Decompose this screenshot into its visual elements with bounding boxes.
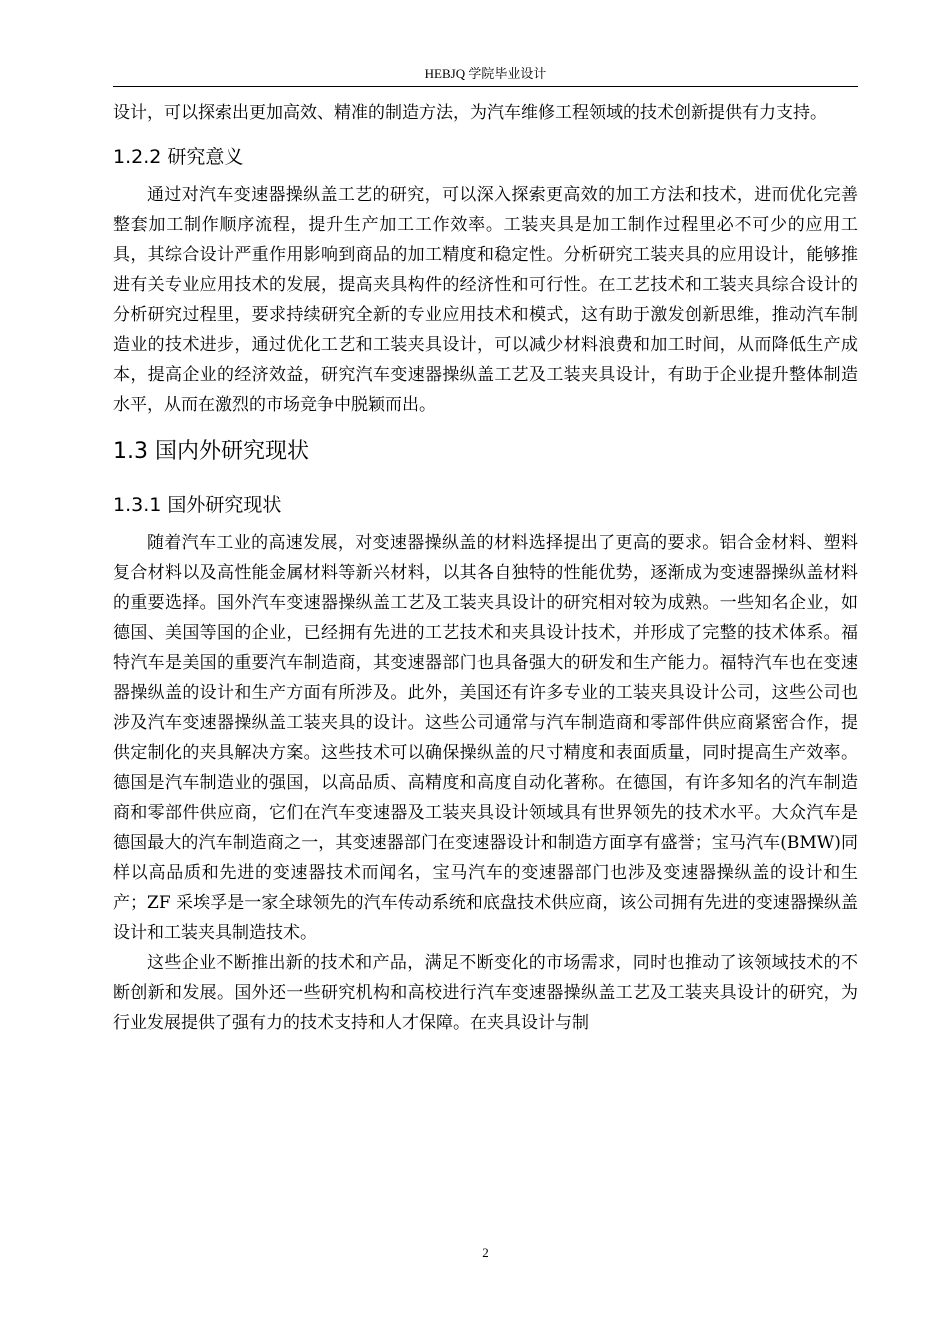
header-divider	[113, 86, 858, 87]
section-heading-1-3-1: 1.3.1 国外研究现状	[113, 494, 282, 516]
section-heading-1-2-2: 1.2.2 研究意义	[113, 146, 244, 168]
page-body	[113, 98, 858, 1038]
page-header: HEBJQ 学院毕业设计	[424, 66, 547, 81]
paragraph-research-significance: 通过对汽车变速器操纵盖工艺的研究，可以深入探索更高效的加工方法和技术，进而优化完善整套加工制作顺序流程，提升生产加工工作效率。工装夹具是加工制作过程里必不可少的应用工具，其综合设计严重作用影响到商品的加工精度和稳定性。分析研究工装夹具的应用设计，能够推进有关专业应用技术的发展，提高夹具构件的经济性和可行性。在工艺技术和工装夹具综合设计的分析研究过程里，要求持续研究全新的专业应用技术和模式，这有助于激发创新思维，推动汽车制造业的技术进步，通过优化工艺和工装夹具设计，可以减少材料浪费和加工时间，从而降低生产成本，提高企业的经济效益，研究汽车变速器操纵盖工艺及工装夹具设计，有助于企业提升整体制造水平，从而在激烈的市场竞争中脱颖而出。	[113, 185, 858, 415]
section-heading-1-3: 1.3 国内外研究现状	[113, 439, 309, 464]
paragraph-foreign-research-continued: 这些企业不断推出新的技术和产品，满足不断变化的市场需求，同时也推动了该领域技术的不断创新和发展。国外还一些研究机构和高校进行汽车变速器操纵盖工艺及工装夹具设计的研究，为行业发展提供了强有力的技术支持和人才保障。在夹具设计与制	[113, 953, 858, 1033]
paragraph-foreign-research: 随着汽车工业的高速发展，对变速器操纵盖的材料选择提出了更高的要求。铝合金材料、塑料复合材料以及高性能金属材料等新兴材料，以其各自独特的性能优势，逐渐成为变速器操纵盖材料的重要选择。国外汽车变速器操纵盖工艺及工装夹具设计的研究相对较为成熟。一些知名企业，如德国、美国等国的企业，已经拥有先进的工艺技术和夹具设计技术，并形成了完整的技术体系。福特汽车是美国的重要汽车制造商，其变速器部门也具备强大的研发和生产能力。福特汽车也在变速器操纵盖的设计和生产方面有所涉及。此外，美国还有许多专业的工装夹具设计公司，这些公司也涉及汽车变速器操纵盖工装夹具的设计。这些公司通常与汽车制造商和零部件供应商紧密合作，提供定制化的夹具解决方案。这些技术可以确保操纵盖的尺寸精度和表面质量，同时提高生产效率。德国是汽车制造业的强国，以高品质、高精度和高度自动化著称。在德国，有许多知名的汽车制造商和零部件供应商，它们在汽车变速器及工装夹具设计领域具有世界领先的技术水平。大众汽车是德国最大的汽车制造商之一，其变速器部门在变速器设计和制造方面享有盛誉；宝马汽车(BMW)同样以高品质和先进的变速器技术而闻名，宝马汽车的变速器部门也涉及变速器操纵盖的设计和生产；ZF 采埃孚是一家全球领先的汽车传动系统和底盘技术供应商，该公司拥有先进的变速器操纵盖设计和工装夹具制造技术。	[113, 533, 858, 943]
page-number: 2	[482, 1245, 489, 1260]
paragraph-continuation: 设计，可以探索出更加高效、精准的制造方法，为汽车维修工程领域的技术创新提供有力支持。	[113, 103, 827, 123]
